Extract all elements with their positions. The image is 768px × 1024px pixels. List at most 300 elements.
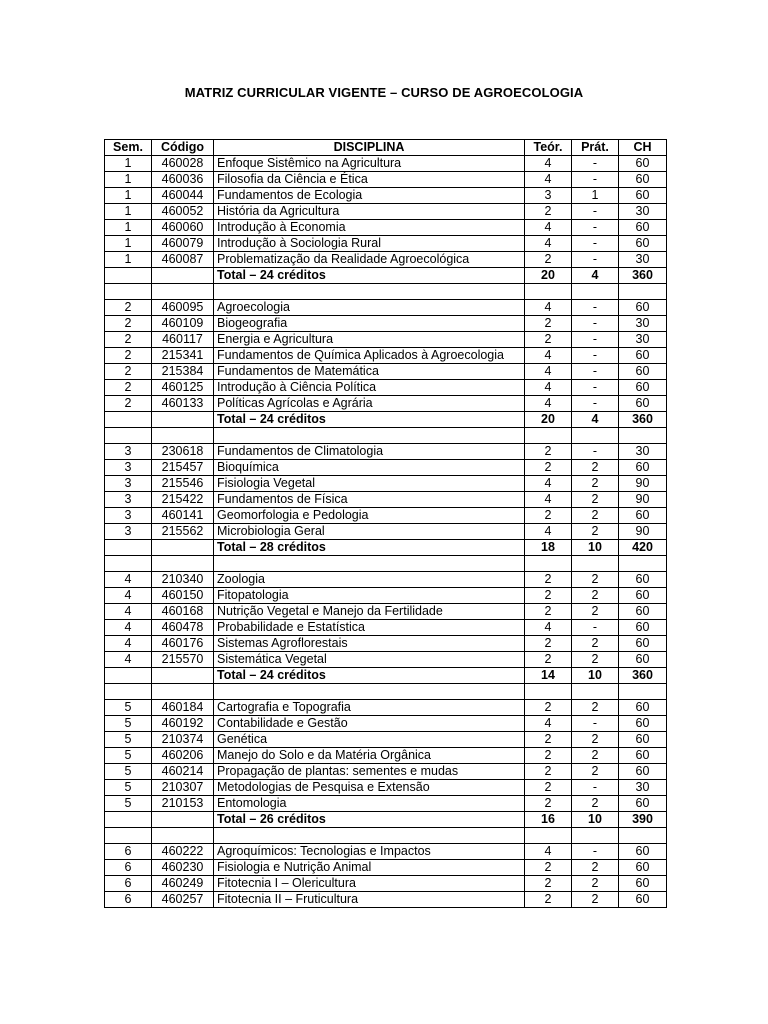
- table-row: [105, 796, 667, 812]
- total-ch: 390: [619, 812, 667, 828]
- cell-disciplina: Fundamentos de Climatologia: [214, 444, 525, 460]
- cell-prat: 2: [572, 732, 619, 748]
- cell-ch: 60: [619, 572, 667, 588]
- cell-ch: 60: [619, 796, 667, 812]
- cell-ch: 60: [619, 844, 667, 860]
- cell-teor: 4: [525, 396, 572, 412]
- cell-teor: 4: [525, 620, 572, 636]
- table-row: [105, 492, 667, 508]
- cell-codigo: [152, 812, 214, 828]
- table-row: [105, 380, 667, 396]
- cell-codigo: 460141: [152, 508, 214, 524]
- cell-codigo: 460176: [152, 636, 214, 652]
- spacer-cell: [105, 428, 152, 444]
- cell-sem: 5: [105, 748, 152, 764]
- cell-codigo: 460168: [152, 604, 214, 620]
- cell-disciplina: Entomologia: [214, 796, 525, 812]
- spacer-row: [105, 684, 667, 700]
- cell-ch: 60: [619, 588, 667, 604]
- cell-sem: 2: [105, 364, 152, 380]
- cell-teor: 2: [525, 444, 572, 460]
- cell-sem: 3: [105, 460, 152, 476]
- cell-codigo: 460095: [152, 300, 214, 316]
- cell-prat: -: [572, 252, 619, 268]
- table-row: [105, 572, 667, 588]
- cell-codigo: 460087: [152, 252, 214, 268]
- cell-ch: 60: [619, 172, 667, 188]
- table-row: [105, 332, 667, 348]
- cell-teor: 4: [525, 476, 572, 492]
- cell-prat: -: [572, 220, 619, 236]
- cell-codigo: 460192: [152, 716, 214, 732]
- total-prat: 4: [572, 268, 619, 284]
- table-row: [105, 652, 667, 668]
- cell-prat: 2: [572, 764, 619, 780]
- cell-prat: 1: [572, 188, 619, 204]
- total-prat: 10: [572, 812, 619, 828]
- cell-teor: 2: [525, 460, 572, 476]
- cell-sem: 1: [105, 204, 152, 220]
- spacer-cell: [105, 684, 152, 700]
- total-teor: 18: [525, 540, 572, 556]
- cell-codigo: 460060: [152, 220, 214, 236]
- cell-codigo: 460028: [152, 156, 214, 172]
- cell-prat: -: [572, 316, 619, 332]
- table-row: [105, 220, 667, 236]
- total-prat: 4: [572, 412, 619, 428]
- spacer-cell: [572, 684, 619, 700]
- cell-prat: -: [572, 332, 619, 348]
- spacer-cell: [525, 684, 572, 700]
- table-row: [105, 588, 667, 604]
- spacer-cell: [214, 684, 525, 700]
- total-label: Total – 28 créditos: [214, 540, 525, 556]
- cell-codigo: 215341: [152, 348, 214, 364]
- table-row: [105, 364, 667, 380]
- cell-codigo: 460257: [152, 892, 214, 908]
- cell-ch: 90: [619, 476, 667, 492]
- cell-ch: 60: [619, 860, 667, 876]
- cell-codigo: 460044: [152, 188, 214, 204]
- cell-teor: 4: [525, 220, 572, 236]
- cell-codigo: 210153: [152, 796, 214, 812]
- document-title: MATRIZ CURRICULAR VIGENTE – CURSO DE AGROECOLOGIA: [184, 85, 584, 100]
- cell-prat: 2: [572, 892, 619, 908]
- cell-sem: 5: [105, 732, 152, 748]
- cell-disciplina: Fundamentos de Química Aplicados à Agroecologia: [214, 348, 525, 364]
- table-row: [105, 460, 667, 476]
- cell-ch: 30: [619, 444, 667, 460]
- total-teor: 14: [525, 668, 572, 684]
- cell-codigo: [152, 540, 214, 556]
- spacer-cell: [619, 556, 667, 572]
- cell-codigo: 215562: [152, 524, 214, 540]
- cell-codigo: [152, 412, 214, 428]
- cell-sem: 1: [105, 156, 152, 172]
- cell-sem: 3: [105, 508, 152, 524]
- cell-prat: 2: [572, 700, 619, 716]
- cell-prat: 2: [572, 748, 619, 764]
- cell-disciplina: Biogeografia: [214, 316, 525, 332]
- spacer-cell: [152, 284, 214, 300]
- cell-sem: 5: [105, 796, 152, 812]
- cell-disciplina: Introdução à Ciência Política: [214, 380, 525, 396]
- cell-prat: 2: [572, 508, 619, 524]
- cell-disciplina: Fitotecnia II – Fruticultura: [214, 892, 525, 908]
- cell-prat: -: [572, 156, 619, 172]
- cell-sem: 6: [105, 892, 152, 908]
- spacer-cell: [152, 556, 214, 572]
- cell-ch: 60: [619, 732, 667, 748]
- cell-teor: 4: [525, 524, 572, 540]
- cell-teor: 4: [525, 364, 572, 380]
- cell-disciplina: Microbiologia Geral: [214, 524, 525, 540]
- spacer-cell: [619, 284, 667, 300]
- cell-sem: 6: [105, 844, 152, 860]
- cell-teor: 4: [525, 172, 572, 188]
- total-row: [105, 268, 667, 284]
- total-row: [105, 668, 667, 684]
- cell-disciplina: Fundamentos de Matemática: [214, 364, 525, 380]
- cell-disciplina: Fitotecnia I – Olericultura: [214, 876, 525, 892]
- cell-prat: 2: [572, 524, 619, 540]
- cell-teor: 2: [525, 876, 572, 892]
- cell-prat: 2: [572, 588, 619, 604]
- cell-ch: 30: [619, 252, 667, 268]
- cell-prat: 2: [572, 476, 619, 492]
- cell-ch: 60: [619, 460, 667, 476]
- spacer-cell: [214, 284, 525, 300]
- cell-ch: 60: [619, 716, 667, 732]
- cell-sem: 6: [105, 876, 152, 892]
- cell-codigo: 460052: [152, 204, 214, 220]
- cell-teor: 2: [525, 588, 572, 604]
- total-row: [105, 540, 667, 556]
- cell-codigo: 460184: [152, 700, 214, 716]
- cell-teor: 2: [525, 332, 572, 348]
- cell-disciplina: Políticas Agrícolas e Agrária: [214, 396, 525, 412]
- cell-sem: [105, 540, 152, 556]
- cell-disciplina: Cartografia e Topografia: [214, 700, 525, 716]
- cell-sem: 2: [105, 316, 152, 332]
- table-row: [105, 348, 667, 364]
- spacer-cell: [152, 428, 214, 444]
- cell-sem: 4: [105, 572, 152, 588]
- cell-disciplina: Nutrição Vegetal e Manejo da Fertilidade: [214, 604, 525, 620]
- cell-codigo: 460249: [152, 876, 214, 892]
- cell-prat: -: [572, 396, 619, 412]
- spacer-cell: [105, 556, 152, 572]
- cell-codigo: 210307: [152, 780, 214, 796]
- table-row: [105, 316, 667, 332]
- spacer-cell: [105, 828, 152, 844]
- cell-disciplina: Metodologias de Pesquisa e Extensão: [214, 780, 525, 796]
- table-row: [105, 620, 667, 636]
- table-row: [105, 892, 667, 908]
- cell-prat: -: [572, 204, 619, 220]
- table-row: [105, 876, 667, 892]
- spacer-cell: [105, 284, 152, 300]
- spacer-cell: [214, 556, 525, 572]
- cell-sem: [105, 268, 152, 284]
- cell-disciplina: Probabilidade e Estatística: [214, 620, 525, 636]
- cell-codigo: 460125: [152, 380, 214, 396]
- cell-teor: 2: [525, 636, 572, 652]
- table-row: [105, 252, 667, 268]
- cell-disciplina: Problematização da Realidade Agroecológica: [214, 252, 525, 268]
- table-row: [105, 444, 667, 460]
- cell-disciplina: Geomorfologia e Pedologia: [214, 508, 525, 524]
- cell-sem: [105, 668, 152, 684]
- cell-codigo: 460079: [152, 236, 214, 252]
- spacer-cell: [572, 828, 619, 844]
- table-header-row: [105, 140, 667, 156]
- cell-disciplina: Manejo do Solo e da Matéria Orgânica: [214, 748, 525, 764]
- cell-codigo: 460478: [152, 620, 214, 636]
- cell-teor: 3: [525, 188, 572, 204]
- cell-teor: 4: [525, 716, 572, 732]
- cell-disciplina: Filosofia da Ciência e Ética: [214, 172, 525, 188]
- total-label: Total – 24 créditos: [214, 268, 525, 284]
- spacer-cell: [572, 556, 619, 572]
- cell-ch: 60: [619, 892, 667, 908]
- cell-prat: 2: [572, 604, 619, 620]
- cell-codigo: 460206: [152, 748, 214, 764]
- cell-codigo: 215457: [152, 460, 214, 476]
- cell-ch: 60: [619, 220, 667, 236]
- cell-codigo: 460117: [152, 332, 214, 348]
- header-prat: Prát.: [572, 140, 619, 156]
- cell-ch: 60: [619, 348, 667, 364]
- cell-prat: -: [572, 844, 619, 860]
- spacer-cell: [572, 428, 619, 444]
- spacer-cell: [214, 428, 525, 444]
- total-label: Total – 24 créditos: [214, 668, 525, 684]
- cell-teor: 2: [525, 652, 572, 668]
- spacer-cell: [525, 428, 572, 444]
- cell-disciplina: Enfoque Sistêmico na Agricultura: [214, 156, 525, 172]
- table-row: [105, 844, 667, 860]
- cell-disciplina: Propagação de plantas: sementes e mudas: [214, 764, 525, 780]
- header-teor: Teór.: [525, 140, 572, 156]
- cell-codigo: 210374: [152, 732, 214, 748]
- cell-ch: 60: [619, 636, 667, 652]
- spacer-row: [105, 556, 667, 572]
- cell-disciplina: Energia e Agricultura: [214, 332, 525, 348]
- cell-disciplina: Fundamentos de Ecologia: [214, 188, 525, 204]
- cell-sem: 1: [105, 188, 152, 204]
- cell-ch: 60: [619, 364, 667, 380]
- cell-disciplina: Fitopatologia: [214, 588, 525, 604]
- table-row: [105, 188, 667, 204]
- table-row: [105, 780, 667, 796]
- header-ch: CH: [619, 140, 667, 156]
- spacer-cell: [572, 284, 619, 300]
- spacer-cell: [214, 828, 525, 844]
- cell-sem: 3: [105, 492, 152, 508]
- cell-prat: -: [572, 348, 619, 364]
- curriculum-table: [104, 139, 667, 908]
- spacer-row: [105, 828, 667, 844]
- cell-sem: 2: [105, 332, 152, 348]
- cell-ch: 30: [619, 332, 667, 348]
- cell-disciplina: Contabilidade e Gestão: [214, 716, 525, 732]
- cell-teor: 4: [525, 844, 572, 860]
- total-ch: 360: [619, 268, 667, 284]
- cell-codigo: 215422: [152, 492, 214, 508]
- cell-sem: 1: [105, 252, 152, 268]
- header-disciplina: DISCIPLINA: [214, 140, 525, 156]
- cell-ch: 60: [619, 764, 667, 780]
- cell-ch: 30: [619, 204, 667, 220]
- cell-sem: 2: [105, 380, 152, 396]
- table-row: [105, 860, 667, 876]
- cell-ch: 90: [619, 492, 667, 508]
- cell-ch: 60: [619, 620, 667, 636]
- cell-prat: 2: [572, 636, 619, 652]
- spacer-cell: [619, 684, 667, 700]
- cell-prat: -: [572, 716, 619, 732]
- total-prat: 10: [572, 540, 619, 556]
- table-row: [105, 764, 667, 780]
- cell-codigo: 460109: [152, 316, 214, 332]
- cell-disciplina: Fundamentos de Física: [214, 492, 525, 508]
- cell-disciplina: Zoologia: [214, 572, 525, 588]
- cell-codigo: 460036: [152, 172, 214, 188]
- table-row: [105, 476, 667, 492]
- table-row: [105, 524, 667, 540]
- cell-disciplina: História da Agricultura: [214, 204, 525, 220]
- cell-codigo: 460133: [152, 396, 214, 412]
- cell-prat: -: [572, 300, 619, 316]
- table-row: [105, 508, 667, 524]
- cell-prat: -: [572, 444, 619, 460]
- spacer-cell: [525, 556, 572, 572]
- cell-sem: 5: [105, 716, 152, 732]
- cell-sem: 3: [105, 444, 152, 460]
- total-ch: 360: [619, 412, 667, 428]
- cell-prat: 2: [572, 460, 619, 476]
- cell-sem: 2: [105, 348, 152, 364]
- table-row: [105, 748, 667, 764]
- table-body: [105, 156, 667, 908]
- spacer-cell: [525, 284, 572, 300]
- cell-ch: 60: [619, 604, 667, 620]
- table-row: [105, 172, 667, 188]
- table-row: [105, 636, 667, 652]
- total-label: Total – 24 créditos: [214, 412, 525, 428]
- cell-teor: 2: [525, 892, 572, 908]
- cell-prat: 2: [572, 652, 619, 668]
- cell-sem: 2: [105, 396, 152, 412]
- cell-sem: 2: [105, 300, 152, 316]
- cell-teor: 4: [525, 380, 572, 396]
- cell-sem: 5: [105, 764, 152, 780]
- total-teor: 16: [525, 812, 572, 828]
- cell-sem: 1: [105, 220, 152, 236]
- cell-ch: 30: [619, 316, 667, 332]
- cell-sem: 5: [105, 700, 152, 716]
- cell-codigo: 215384: [152, 364, 214, 380]
- cell-sem: 6: [105, 860, 152, 876]
- total-ch: 420: [619, 540, 667, 556]
- table-row: [105, 156, 667, 172]
- cell-ch: 60: [619, 396, 667, 412]
- cell-teor: 4: [525, 236, 572, 252]
- cell-disciplina: Sistemas Agroflorestais: [214, 636, 525, 652]
- spacer-cell: [619, 828, 667, 844]
- cell-ch: 60: [619, 300, 667, 316]
- cell-codigo: 460222: [152, 844, 214, 860]
- cell-ch: 60: [619, 876, 667, 892]
- cell-ch: 60: [619, 188, 667, 204]
- cell-codigo: 215570: [152, 652, 214, 668]
- cell-teor: 4: [525, 156, 572, 172]
- total-row: [105, 812, 667, 828]
- cell-prat: -: [572, 780, 619, 796]
- cell-disciplina: Agroecologia: [214, 300, 525, 316]
- spacer-cell: [152, 684, 214, 700]
- cell-prat: 2: [572, 572, 619, 588]
- cell-teor: 2: [525, 700, 572, 716]
- total-prat: 10: [572, 668, 619, 684]
- cell-teor: 2: [525, 316, 572, 332]
- cell-prat: -: [572, 380, 619, 396]
- cell-disciplina: Introdução à Economia: [214, 220, 525, 236]
- cell-prat: -: [572, 236, 619, 252]
- cell-disciplina: Agroquímicos: Tecnologias e Impactos: [214, 844, 525, 860]
- spacer-cell: [152, 828, 214, 844]
- cell-sem: 4: [105, 604, 152, 620]
- cell-disciplina: Fisiologia e Nutrição Animal: [214, 860, 525, 876]
- cell-codigo: 460214: [152, 764, 214, 780]
- cell-teor: 4: [525, 300, 572, 316]
- total-row: [105, 412, 667, 428]
- cell-teor: 2: [525, 780, 572, 796]
- cell-teor: 2: [525, 508, 572, 524]
- cell-prat: 2: [572, 492, 619, 508]
- cell-prat: 2: [572, 796, 619, 812]
- cell-prat: 2: [572, 860, 619, 876]
- cell-ch: 60: [619, 156, 667, 172]
- cell-codigo: [152, 268, 214, 284]
- cell-prat: -: [572, 172, 619, 188]
- cell-prat: 2: [572, 876, 619, 892]
- cell-codigo: 210340: [152, 572, 214, 588]
- cell-ch: 30: [619, 780, 667, 796]
- cell-ch: 60: [619, 380, 667, 396]
- cell-teor: 2: [525, 604, 572, 620]
- cell-teor: 2: [525, 860, 572, 876]
- table-row: [105, 204, 667, 220]
- table-row: [105, 300, 667, 316]
- cell-disciplina: Introdução à Sociologia Rural: [214, 236, 525, 252]
- spacer-row: [105, 284, 667, 300]
- cell-ch: 60: [619, 652, 667, 668]
- cell-codigo: 460230: [152, 860, 214, 876]
- table-row: [105, 732, 667, 748]
- cell-codigo: 230618: [152, 444, 214, 460]
- cell-teor: 4: [525, 348, 572, 364]
- cell-ch: 60: [619, 700, 667, 716]
- cell-ch: 90: [619, 524, 667, 540]
- cell-codigo: 215546: [152, 476, 214, 492]
- spacer-row: [105, 428, 667, 444]
- cell-ch: 60: [619, 236, 667, 252]
- cell-prat: -: [572, 364, 619, 380]
- cell-ch: 60: [619, 508, 667, 524]
- table-row: [105, 700, 667, 716]
